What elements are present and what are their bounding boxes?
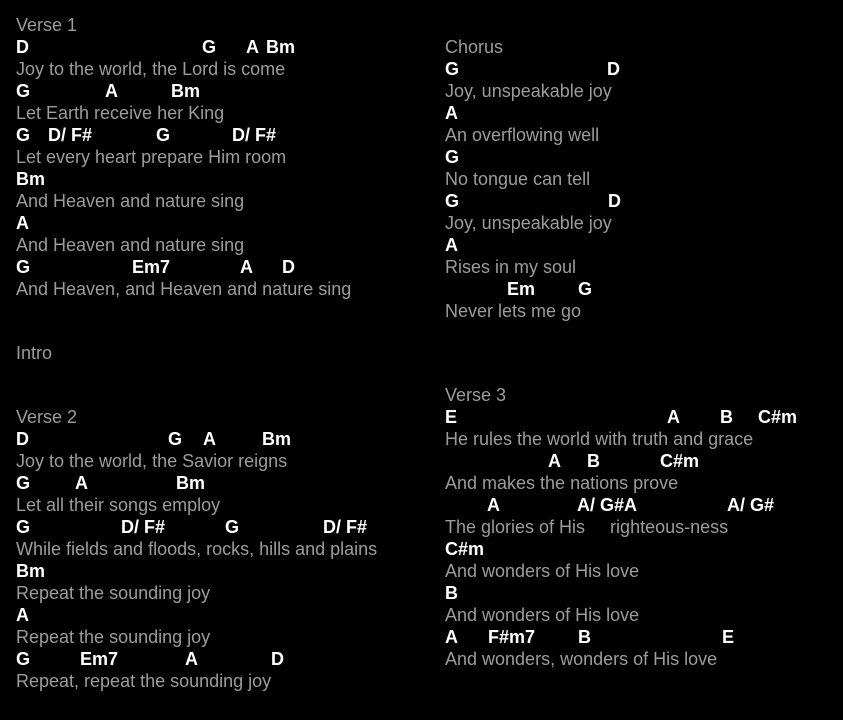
chord: E bbox=[445, 407, 458, 427]
lyric-line: Joy, unspeakable joy bbox=[445, 81, 612, 101]
lyric-line: Joy to the world, the Lord is come bbox=[16, 59, 286, 79]
lyric-line: And wonders, wonders of His love bbox=[445, 649, 718, 669]
chord: G bbox=[445, 147, 460, 167]
lyric-line: Joy to the world, the Savior reigns bbox=[16, 451, 288, 471]
section-header: Verse 3 bbox=[445, 385, 507, 405]
chord: G bbox=[16, 649, 31, 669]
chord: G bbox=[16, 125, 31, 145]
chord: D bbox=[16, 37, 29, 57]
lyric-line: And wonders of His love bbox=[445, 561, 640, 581]
chord-line bbox=[445, 102, 843, 124]
chord: D/ F# bbox=[121, 517, 166, 537]
chord: A/ G# bbox=[727, 495, 775, 515]
chord: G bbox=[16, 257, 31, 277]
chord-line bbox=[16, 256, 445, 278]
chord: Bm bbox=[16, 561, 46, 581]
chord: A bbox=[246, 37, 259, 57]
chord: B bbox=[445, 583, 458, 603]
chord-line bbox=[16, 428, 445, 450]
chord: A bbox=[548, 451, 561, 471]
chord-line bbox=[16, 472, 445, 494]
chord: C#m bbox=[758, 407, 798, 427]
lyric-line: And wonders of His love bbox=[445, 605, 640, 625]
chord-line bbox=[16, 212, 445, 234]
chord: G bbox=[156, 125, 171, 145]
section-verse-1 bbox=[16, 14, 445, 300]
lyric-line: And Heaven and nature sing bbox=[16, 191, 245, 211]
chord: Bm bbox=[266, 37, 296, 57]
chord: Bm bbox=[16, 169, 46, 189]
chord: A bbox=[16, 605, 29, 625]
chord: Bm bbox=[176, 473, 206, 493]
chord: D bbox=[608, 191, 621, 211]
lyric-line: And Heaven, and Heaven and nature sing bbox=[16, 279, 352, 299]
chord: B bbox=[720, 407, 733, 427]
lyric-line: And Heaven and nature sing bbox=[16, 235, 245, 255]
chord: D/ F# bbox=[323, 517, 368, 537]
chord: Em7 bbox=[132, 257, 171, 277]
section-header: Verse 1 bbox=[16, 15, 78, 35]
section-verse-2 bbox=[16, 406, 445, 692]
column-right bbox=[445, 14, 843, 720]
chord: G bbox=[16, 517, 31, 537]
chord: A bbox=[16, 213, 29, 233]
chord: D/ F# bbox=[48, 125, 93, 145]
lyric-line: Repeat the sounding joy bbox=[16, 627, 211, 647]
chord-line bbox=[445, 450, 843, 472]
section-chorus bbox=[445, 36, 843, 322]
lyric-line: Never lets me go bbox=[445, 301, 582, 321]
chord: C#m bbox=[660, 451, 700, 471]
chord: Em bbox=[507, 279, 536, 299]
lyric-line: And makes the nations prove bbox=[445, 473, 679, 493]
chord: D bbox=[607, 59, 620, 79]
chord-line bbox=[445, 190, 843, 212]
chord: Bm bbox=[171, 81, 201, 101]
lyric-line: He rules the world with truth and grace bbox=[445, 429, 754, 449]
chord: A bbox=[667, 407, 680, 427]
chord-line bbox=[16, 516, 445, 538]
lyric-line: No tongue can tell bbox=[445, 169, 591, 189]
chord: G bbox=[225, 517, 240, 537]
chord-line bbox=[445, 58, 843, 80]
section-verse-3 bbox=[445, 384, 843, 670]
chord: A bbox=[240, 257, 253, 277]
lyric-line: Let all their songs employ bbox=[16, 495, 221, 515]
chord: D bbox=[16, 429, 29, 449]
chord-line bbox=[16, 168, 445, 190]
chord-line bbox=[445, 538, 843, 560]
chord-line bbox=[16, 604, 445, 626]
chord: D bbox=[282, 257, 295, 277]
chord: B bbox=[587, 451, 600, 471]
chord: G bbox=[578, 279, 593, 299]
chord: D bbox=[271, 649, 284, 669]
chord: A bbox=[203, 429, 216, 449]
section-header: Verse 2 bbox=[16, 407, 78, 427]
chord-line bbox=[445, 626, 843, 648]
chord: A/ G#A bbox=[577, 495, 638, 515]
lyric-line: Rises in my soul bbox=[445, 257, 577, 277]
chord: A bbox=[445, 235, 458, 255]
chord-line bbox=[445, 494, 843, 516]
lyric-line: Let Earth receive her King bbox=[16, 103, 225, 123]
lyric-line: Joy, unspeakable joy bbox=[445, 213, 612, 233]
chord-line bbox=[445, 278, 843, 300]
chord-line bbox=[445, 234, 843, 256]
chord: A bbox=[185, 649, 198, 669]
lyric-line: Repeat, repeat the sounding joy bbox=[16, 671, 272, 691]
chord: A bbox=[445, 627, 458, 647]
chord: G bbox=[445, 191, 460, 211]
chord: Em7 bbox=[80, 649, 119, 669]
lyric-line: The glories of His righteous-ness bbox=[445, 517, 729, 537]
chord: A bbox=[75, 473, 88, 493]
chord-line bbox=[445, 582, 843, 604]
chord: G bbox=[16, 473, 31, 493]
chord-line bbox=[445, 146, 843, 168]
chord: A bbox=[487, 495, 500, 515]
section-intro bbox=[16, 342, 445, 364]
column-left bbox=[16, 14, 445, 720]
chord: G bbox=[202, 37, 217, 57]
section-header: Intro bbox=[16, 343, 53, 363]
chord-line bbox=[16, 36, 445, 58]
chord: G bbox=[16, 81, 31, 101]
chord: B bbox=[578, 627, 591, 647]
lyric-line: While fields and floods, rocks, hills and plains bbox=[16, 539, 378, 559]
chord: A bbox=[105, 81, 118, 101]
lyric-line: Repeat the sounding joy bbox=[16, 583, 211, 603]
chord: A bbox=[445, 103, 458, 123]
chord: Bm bbox=[262, 429, 292, 449]
chord-line bbox=[445, 406, 843, 428]
chord-line bbox=[16, 80, 445, 102]
chord-line bbox=[16, 124, 445, 146]
chord: F#m7 bbox=[488, 627, 536, 647]
section-header: Chorus bbox=[445, 37, 504, 57]
chord-line bbox=[16, 560, 445, 582]
chord-line bbox=[16, 648, 445, 670]
lyric-line: Let every heart prepare Him room bbox=[16, 147, 287, 167]
chord: G bbox=[168, 429, 183, 449]
chord: E bbox=[722, 627, 735, 647]
chord: C#m bbox=[445, 539, 485, 559]
lyric-line: An overflowing well bbox=[445, 125, 600, 145]
chord: G bbox=[445, 59, 460, 79]
chord: D/ F# bbox=[232, 125, 277, 145]
